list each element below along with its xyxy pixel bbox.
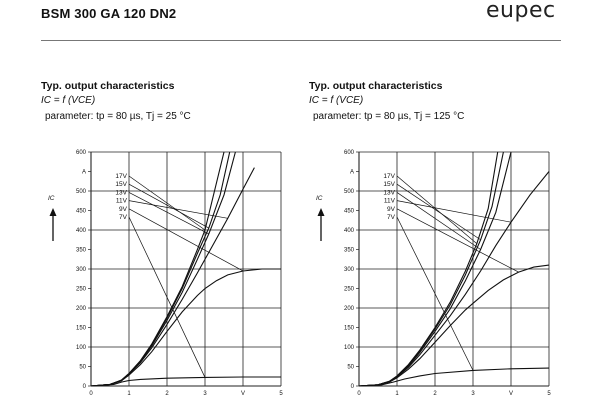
legend-leader-line [397, 192, 481, 249]
y-tick-label: 500 [343, 189, 354, 195]
series-line-7v [359, 368, 549, 386]
y-tick-label: 350 [343, 247, 354, 254]
x-tick-label: 2 [165, 391, 169, 397]
x-tick-label: 1 [127, 391, 131, 397]
legend-label-15v: 15V [383, 181, 395, 189]
legend-label-13v: 13V [115, 189, 127, 197]
legend-leader-line [397, 184, 481, 240]
header-divider [41, 40, 561, 41]
y-tick-label: 100 [343, 345, 354, 351]
y-tick-label: 450 [75, 208, 86, 215]
legend-label-11v: 11V [383, 197, 395, 205]
y-tick-label: 0 [82, 384, 86, 390]
x-tick-label: V [240, 391, 246, 397]
x-tick-label: 1 [395, 391, 399, 397]
y-tick-label: 400 [75, 228, 86, 234]
y-tick-label: 450 [343, 208, 354, 215]
series-line-9v [91, 269, 281, 386]
legend-label-17v: 17V [115, 173, 127, 180]
legend-label-17v: 17V [383, 173, 395, 180]
legend-label-7v: 7V [387, 214, 395, 221]
y-tick-label: 0 [350, 384, 354, 390]
y-tick-label: 300 [343, 267, 354, 273]
legend-leader-line [129, 201, 228, 219]
legend-label-7v: 7V [119, 214, 127, 221]
legend-leader-line [397, 176, 477, 244]
legend-leader-line [129, 192, 209, 234]
series-line-9v [359, 265, 549, 386]
output-characteristics-chart-25c [41, 144, 296, 400]
y-tick-label: 250 [75, 286, 86, 293]
y-axis-label: IC [48, 195, 55, 202]
y-tick-label: 100 [75, 345, 86, 351]
y-tick-label: 150 [75, 325, 86, 332]
x-tick-label: V [508, 391, 514, 397]
legend-label-11v: 11V [115, 197, 127, 205]
legend-leader-line [397, 201, 511, 223]
eupec-logo: eupec [486, 0, 556, 23]
chart-parameter: parameter: tp = 80 µs, Tj = 125 °C [313, 111, 465, 122]
x-tick-label: 0 [89, 391, 93, 397]
chart-parameter: parameter: tp = 80 µs, Tj = 25 °C [45, 111, 191, 122]
y-tick-label: A [349, 169, 354, 176]
y-tick-label: 50 [347, 364, 354, 371]
document-title: BSM 300 GA 120 DN2 [41, 6, 177, 21]
x-tick-label: 2 [433, 391, 437, 397]
y-tick-label: 150 [343, 325, 354, 332]
legend-label-9v: 9V [119, 205, 127, 213]
x-tick-label: 3 [203, 391, 207, 397]
y-axis-label: IC [316, 195, 323, 202]
y-tick-label: 250 [343, 286, 354, 293]
legend-label-15v: 15V [115, 181, 127, 189]
chart-title: Typ. output characteristics [309, 80, 443, 92]
y-tick-label: 200 [343, 306, 354, 312]
y-tick-label: 600 [75, 150, 86, 156]
x-tick-label: 5 [547, 391, 551, 397]
chart-title: Typ. output characteristics [41, 80, 175, 92]
y-axis-arrow-head [318, 208, 325, 216]
x-tick-label: 5 [279, 391, 283, 397]
x-tick-label: 0 [357, 391, 361, 397]
output-characteristics-chart-125c [309, 144, 564, 400]
legend-leader-line [397, 209, 519, 272]
y-tick-label: 500 [75, 189, 86, 195]
y-tick-label: 400 [343, 228, 354, 234]
y-tick-label: 350 [75, 247, 86, 254]
chart-panel-25c [41, 80, 301, 400]
y-tick-label: 600 [343, 150, 354, 156]
y-tick-label: 300 [75, 267, 86, 273]
y-tick-label: 200 [75, 306, 86, 312]
chart-function: IC = f (VCE) [309, 95, 364, 106]
y-axis-arrow-head [50, 208, 57, 216]
x-tick-label: 3 [471, 391, 475, 397]
legend-label-9v: 9V [387, 205, 395, 213]
chart-panel-125c [309, 80, 569, 400]
chart-function: IC = f (VCE) [41, 95, 96, 106]
y-tick-label: 50 [79, 364, 86, 371]
y-tick-label: A [81, 169, 86, 176]
legend-label-13v: 13V [383, 189, 395, 197]
